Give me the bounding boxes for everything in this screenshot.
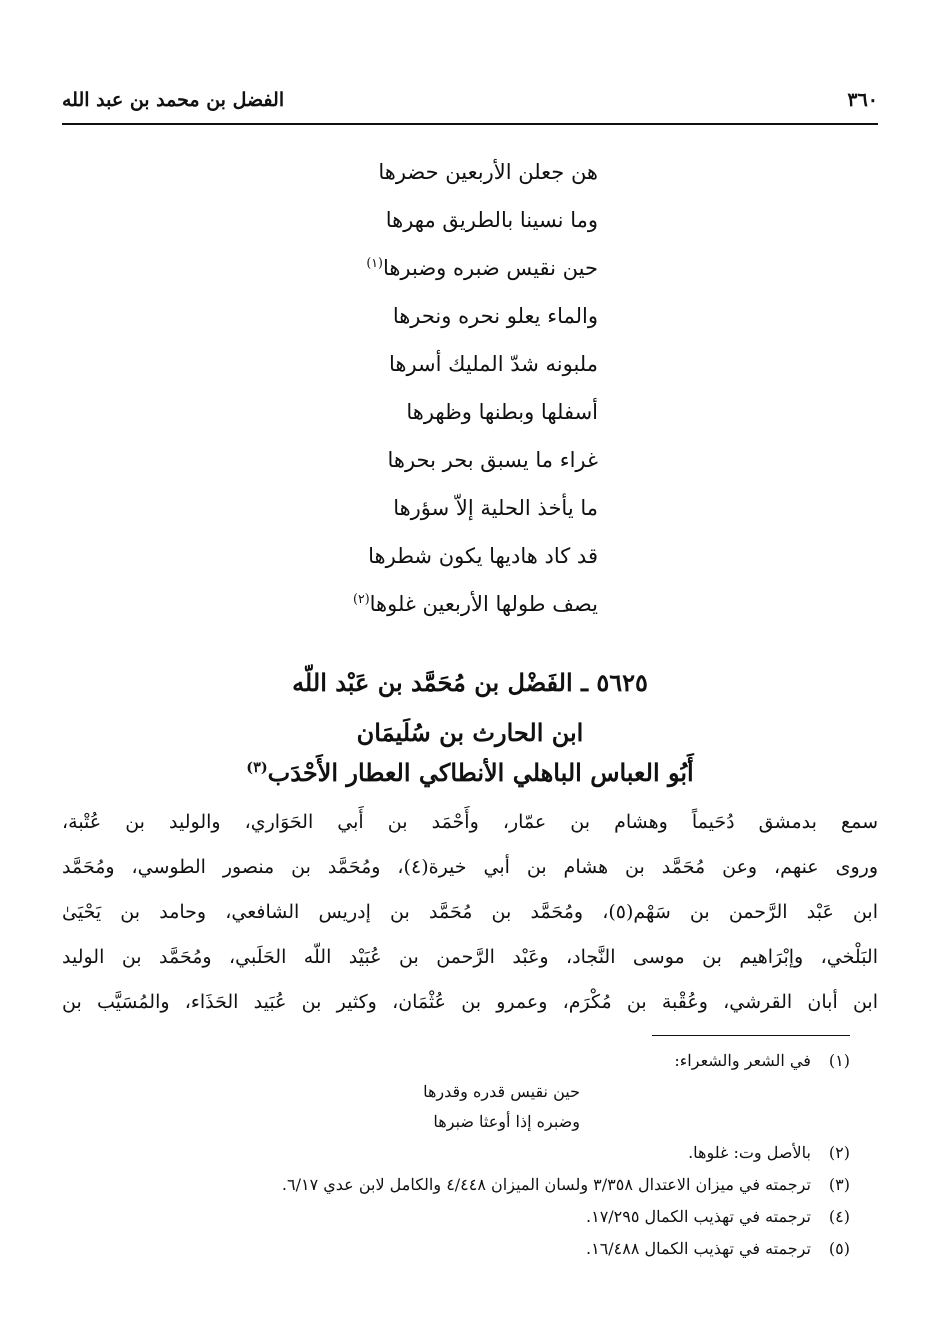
poem-verse: قد كاد هاديها يكون شطرها — [368, 544, 598, 568]
footnote-5 — [62, 1233, 850, 1265]
entry-title-line-1: ٥٦٢٥ ـ الفَضْل بن مُحَمَّد بن عَبْد اللّه — [292, 668, 648, 697]
entry-title-line-3: أَبُو العباس الباهلي الأنطاكي العطار الأَحْدَب$^{(٣)}$ — [246, 758, 694, 787]
text-line: وروى عنهم، وعن مُحَمَّد بن هشام بن أبي خيرة(٤)، ومُحَمَّد بن منصور الطوسي، ومُحَمَّد — [62, 856, 879, 878]
biography-text — [62, 800, 878, 1025]
text-line: ابن أبان القرشي، وعُقْبة بن مُكْرَم، وعمرو بن عُثْمَان، وكثير بن عُبَيد الحَذَاء، والمُسَيَّب بن — [62, 991, 878, 1013]
poem-verse: غراء ما يسبق بحر بحرها — [387, 448, 598, 472]
footnote-text: ترجمته في تهذيب الكمال ١٧/٢٩٥. — [586, 1207, 811, 1226]
footnote-number: (١) — [828, 1051, 850, 1070]
poem-verse: والماء يعلو نحره ونحرها — [392, 304, 598, 328]
footnote-4 — [62, 1201, 850, 1233]
footnote-number: (٢) — [828, 1143, 850, 1162]
poem-verse: يصف طولها الأربعين غلوها$^{(٢)}$ — [353, 591, 598, 616]
footnote-ref[interactable]: (٢) — [353, 591, 370, 606]
poem — [318, 148, 598, 628]
footnote-ref[interactable]: (٣) — [246, 759, 268, 776]
footnote-2 — [62, 1137, 850, 1169]
header-rule — [62, 123, 878, 125]
footnote-number: (٥) — [828, 1239, 850, 1258]
text-line: ابن عَبْد الرَّحمن بن سَهْم(٥)، ومُحَمَّد بن مُحَمَّد بن إدريس الشافعي، وحامد بن يَحْيَىٰ — [62, 901, 879, 923]
footnote-text: ترجمته في ميزان الاعتدال ٣/٣٥٨ ولسان الميزان ٤/٤٤٨ والكامل لابن عدي ٦/١٧. — [281, 1175, 811, 1194]
text-line: سمع بدمشق دُحَيماً وهشام بن عمّار، وأَحْمَد بن أَبي الحَوَاري، والوليد بن عُتْبة، — [62, 811, 878, 833]
running-title: الفضل بن محمد بن عبد الله — [62, 89, 285, 111]
footnote-verse: وضبره إذا أوعثا ضبرها — [433, 1112, 580, 1131]
poem-verse: ملبونه شدّ المليك أسرها — [389, 352, 598, 376]
footnote-1 — [62, 1045, 850, 1077]
footnote-text: بالأصل وت: غلوها. — [688, 1143, 811, 1162]
entry-title-line-2: ابن الحارث بن سُلَيمَان — [356, 718, 584, 747]
footnote-text: في الشعر والشعراء: — [674, 1051, 811, 1070]
footnote-ref[interactable]: (١) — [366, 255, 383, 270]
footnote-3 — [62, 1169, 850, 1201]
footnote-separator — [652, 1035, 850, 1036]
poem-verse: وما نسينا بالطريق مهرها — [385, 208, 598, 232]
page-header — [62, 82, 878, 118]
poem-verse: حين نقيس ضبره وضبرها$^{(١)}$ — [366, 255, 598, 280]
page-number: ٣٦٠ — [847, 89, 878, 111]
poem-verse: هن جعلن الأربعين حضرها — [378, 160, 598, 184]
footnote-number: (٤) — [828, 1207, 850, 1226]
footnote-text: ترجمته في تهذيب الكمال ١٦/٤٨٨. — [586, 1239, 811, 1258]
poem-verse: أسفلها وبطنها وظهرها — [406, 400, 598, 424]
footnotes — [62, 1045, 850, 1265]
footnote-number: (٣) — [828, 1175, 850, 1194]
text-line: البَلْخي، وإبْرَاهيم بن موسى النَّجاد، وعَبْد الرَّحمن بن عُبَيْد اللّه الحَلَبي، ومُحَمَّد بن الوليد — [62, 946, 878, 968]
poem-verse: ما يأخذ الحلية إلاّ سؤرها — [393, 496, 598, 520]
footnote-verse: حين نقيس قدره وقدرها — [423, 1082, 580, 1101]
